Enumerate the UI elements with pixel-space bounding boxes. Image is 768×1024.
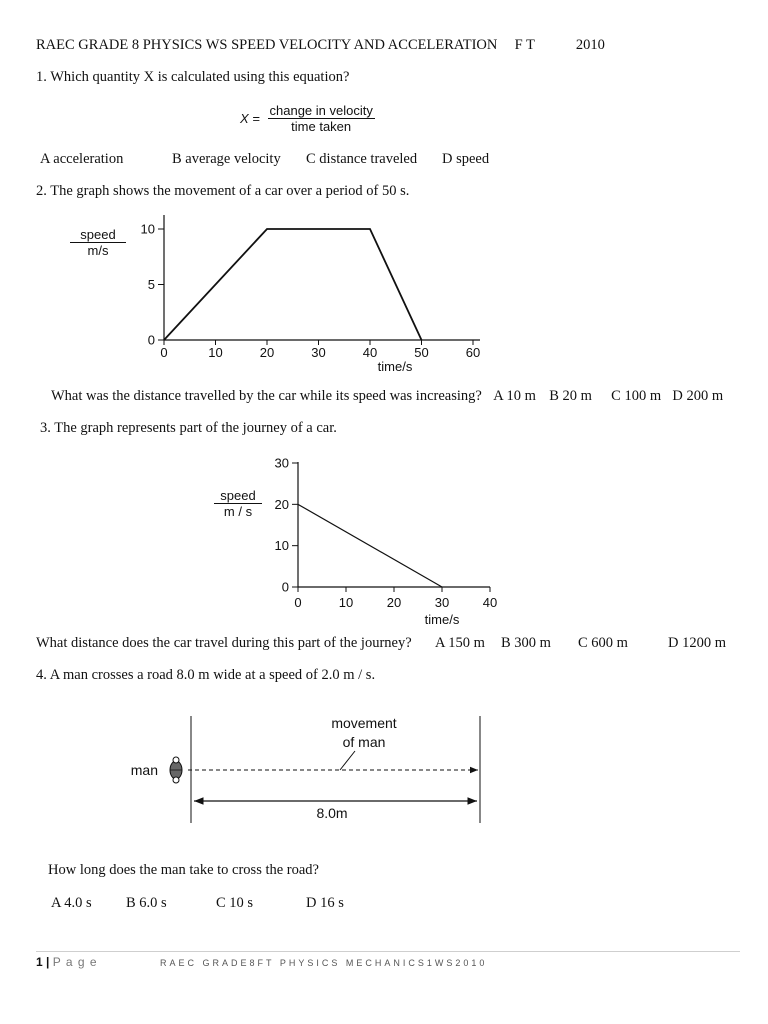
q2-prompt: What was the distance travelled by the car while its speed was increasing?	[51, 388, 482, 404]
q3-ylabel-bottom: m / s	[223, 504, 253, 519]
q3-option-d: D 1200 m	[668, 635, 726, 651]
q4-prompt: How long does the man take to cross the road?	[48, 862, 319, 878]
man-icon	[170, 757, 182, 783]
q4-option-b: B 6.0 s	[126, 895, 167, 911]
q2-speed-line	[164, 229, 422, 340]
header-class: F T	[514, 37, 535, 53]
q3-ylabel-top: speed	[214, 488, 262, 504]
header-year: 2010	[575, 37, 605, 53]
q4-question: 4. A man crosses a road 8.0 m wide at a speed of 2.0 m / s.	[36, 667, 376, 683]
movement-pointer	[340, 751, 355, 770]
footer-page: 1 | P a g e	[36, 955, 98, 969]
q2-option-d: D 200 m	[672, 388, 724, 404]
q3-speed-line	[298, 504, 442, 587]
q1-eq-numerator: change in velocity	[269, 103, 373, 118]
q1-option-b: B average velocity	[172, 151, 281, 167]
man-label: man	[130, 762, 158, 778]
q2-option-a: A 10 m	[493, 388, 536, 404]
q3-option-b: B 300 m	[501, 635, 551, 651]
q2-option-c: C 100 m	[611, 388, 662, 404]
q2-chart	[0, 0, 768, 420]
q4-option-c: C 10 s	[216, 895, 254, 911]
q1-eq-lhs: X =	[240, 111, 260, 126]
footer-rule	[36, 951, 740, 952]
q3-chart	[0, 440, 768, 630]
q3-x-tick-label: 40	[482, 595, 498, 610]
q2-question: 2. The graph shows the movement of a car over a period of 50 s.	[36, 183, 410, 199]
q3-y-tick-label: 0	[281, 579, 289, 595]
q1-option-c: C distance traveled	[306, 151, 418, 167]
q2-x-tick-label: 50	[414, 345, 429, 360]
q3-option-c: C 600 m	[578, 635, 628, 651]
q4-option-a: A 4.0 s	[51, 895, 92, 911]
q2-y-tick-label: 5	[147, 277, 155, 292]
q1-option-d: D speed	[442, 151, 490, 167]
q1-option-a: A acceleration	[40, 151, 124, 167]
q2-x-tick-label: 20	[259, 345, 275, 360]
q3-y-tick-label: 30	[274, 455, 289, 471]
q3-x-tick-label: 10	[338, 595, 354, 610]
footer-page-word: P a g e	[52, 955, 98, 969]
q3-question: 3. The graph represents part of the journey of a car.	[40, 420, 337, 436]
q3-y-tick-label: 10	[274, 538, 289, 554]
q2-y-tick-label: 0	[147, 332, 155, 348]
q3-prompt: What distance does the car travel during this part of the journey?	[36, 635, 412, 651]
q2-x-tick-label: 10	[208, 345, 223, 360]
q3-y-tick-label: 20	[274, 496, 289, 512]
q3-x-tick-label: 0	[294, 595, 302, 610]
footer-page-number: 1	[36, 955, 43, 969]
road-width-label: 8.0m	[316, 805, 348, 821]
movement-label-1: movement	[331, 715, 397, 731]
q1-eq-denominator: time taken	[291, 119, 352, 134]
q3-option-a: A 150 m	[435, 635, 485, 651]
movement-label-2: of man	[342, 734, 386, 750]
q2-ylabel-bottom: m/s	[87, 243, 109, 258]
q2-ylabel-top: speed	[70, 227, 126, 243]
q2-x-tick-label: 30	[311, 345, 326, 360]
q2-option-b: B 20 m	[549, 388, 592, 404]
q3-x-tick-label: 20	[386, 595, 402, 610]
q1-question: 1. Which quantity X is calculated using this equation?	[36, 69, 350, 85]
header-title: RAEC GRADE 8 PHYSICS WS SPEED VELOCITY AND ACCELERATION	[36, 37, 498, 53]
q4-road-diagram	[0, 700, 768, 830]
q2-prompt-line	[51, 388, 723, 405]
footer-text: RAEC GRADE8FT PHYSICS MECHANICS1WS2010	[160, 958, 488, 968]
q2-x-tick-label: 40	[362, 345, 378, 360]
q2-x-tick-label: 0	[160, 345, 168, 360]
q2-x-tick-label: 60	[465, 345, 481, 360]
q3-x-tick-label: 30	[434, 595, 450, 610]
q2-x-axis-label: time/s	[377, 359, 413, 374]
q2-y-tick-label: 10	[140, 221, 155, 237]
q4-option-d: D 16 s	[306, 895, 344, 911]
q3-x-axis-label: time/s	[424, 612, 460, 627]
